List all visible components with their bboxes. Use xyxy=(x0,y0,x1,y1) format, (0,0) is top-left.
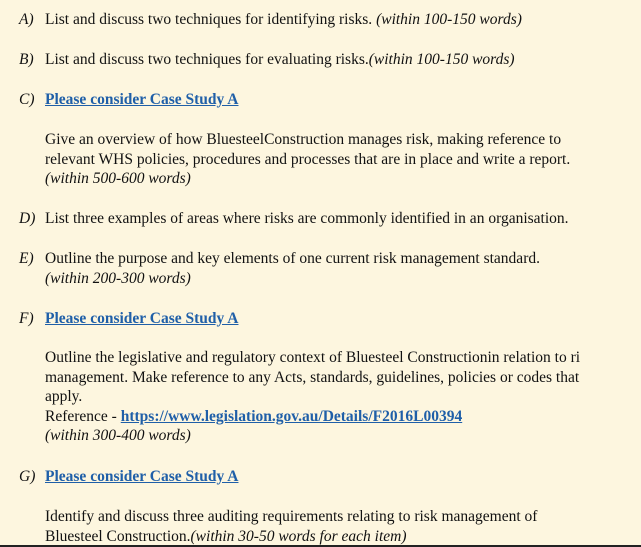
question-letter: F) xyxy=(19,310,34,327)
question-text: List three examples of areas where risks are commonly identified in an organisation. xyxy=(45,210,569,227)
legislation-link[interactable]: https://www.legislation.gov.au/Details/F2016L00394 xyxy=(120,407,463,425)
word-limit-note: (within 100-150 words) xyxy=(368,51,515,68)
question-text: Outline the purpose and key elements of one current risk management standard. xyxy=(45,250,540,267)
question-letter: B) xyxy=(19,51,34,68)
question-body-line: Give an overview of how BluesteelConstruction manages risk, making reference to xyxy=(45,131,562,148)
case-study-link[interactable]: Please consider Case Study A xyxy=(45,468,239,485)
question-body-line: management. Make reference to any Acts, standards, guidelines, policies or codes that xyxy=(45,368,580,386)
question-text: List and discuss two techniques for evaluating risks.(within 100-150 words) xyxy=(45,51,515,68)
question-letter: G) xyxy=(19,468,36,485)
word-limit-note: (within 300-400 words) xyxy=(45,427,191,444)
case-study-link[interactable]: Please consider Case Study A xyxy=(45,91,239,108)
question-body-line: Outline the legislative and regulatory context of Bluesteel Constructionin relation to ri xyxy=(45,349,581,366)
question-body-line: apply. xyxy=(45,388,83,405)
word-limit-note: (within 200-300 words) xyxy=(45,269,191,287)
question-letter: E) xyxy=(19,250,34,267)
question-text: List and discuss two techniques for identifying risks. (within 100-150 words) xyxy=(45,11,522,28)
question-body-line: Identify and discuss three auditing requirements relating to risk management of xyxy=(45,508,538,525)
question-body-line: relevant WHS policies, procedures and processes that are in place and write a report. xyxy=(45,150,571,168)
question-letter: A) xyxy=(19,11,34,28)
case-study-link[interactable]: Please consider Case Study A xyxy=(45,310,239,327)
word-limit-note: (within 500-600 words) xyxy=(45,170,191,187)
word-limit-note: (within 100-150 words) xyxy=(376,11,522,28)
reference-label: Reference - xyxy=(45,407,121,425)
question-body-line: Bluesteel Construction.(within 30-50 words for each item) xyxy=(45,527,407,545)
word-limit-note: (within 30-50 words for each item) xyxy=(190,527,407,545)
question-letter: C) xyxy=(19,91,35,108)
question-letter: D) xyxy=(19,210,36,227)
reference-line xyxy=(45,407,462,427)
